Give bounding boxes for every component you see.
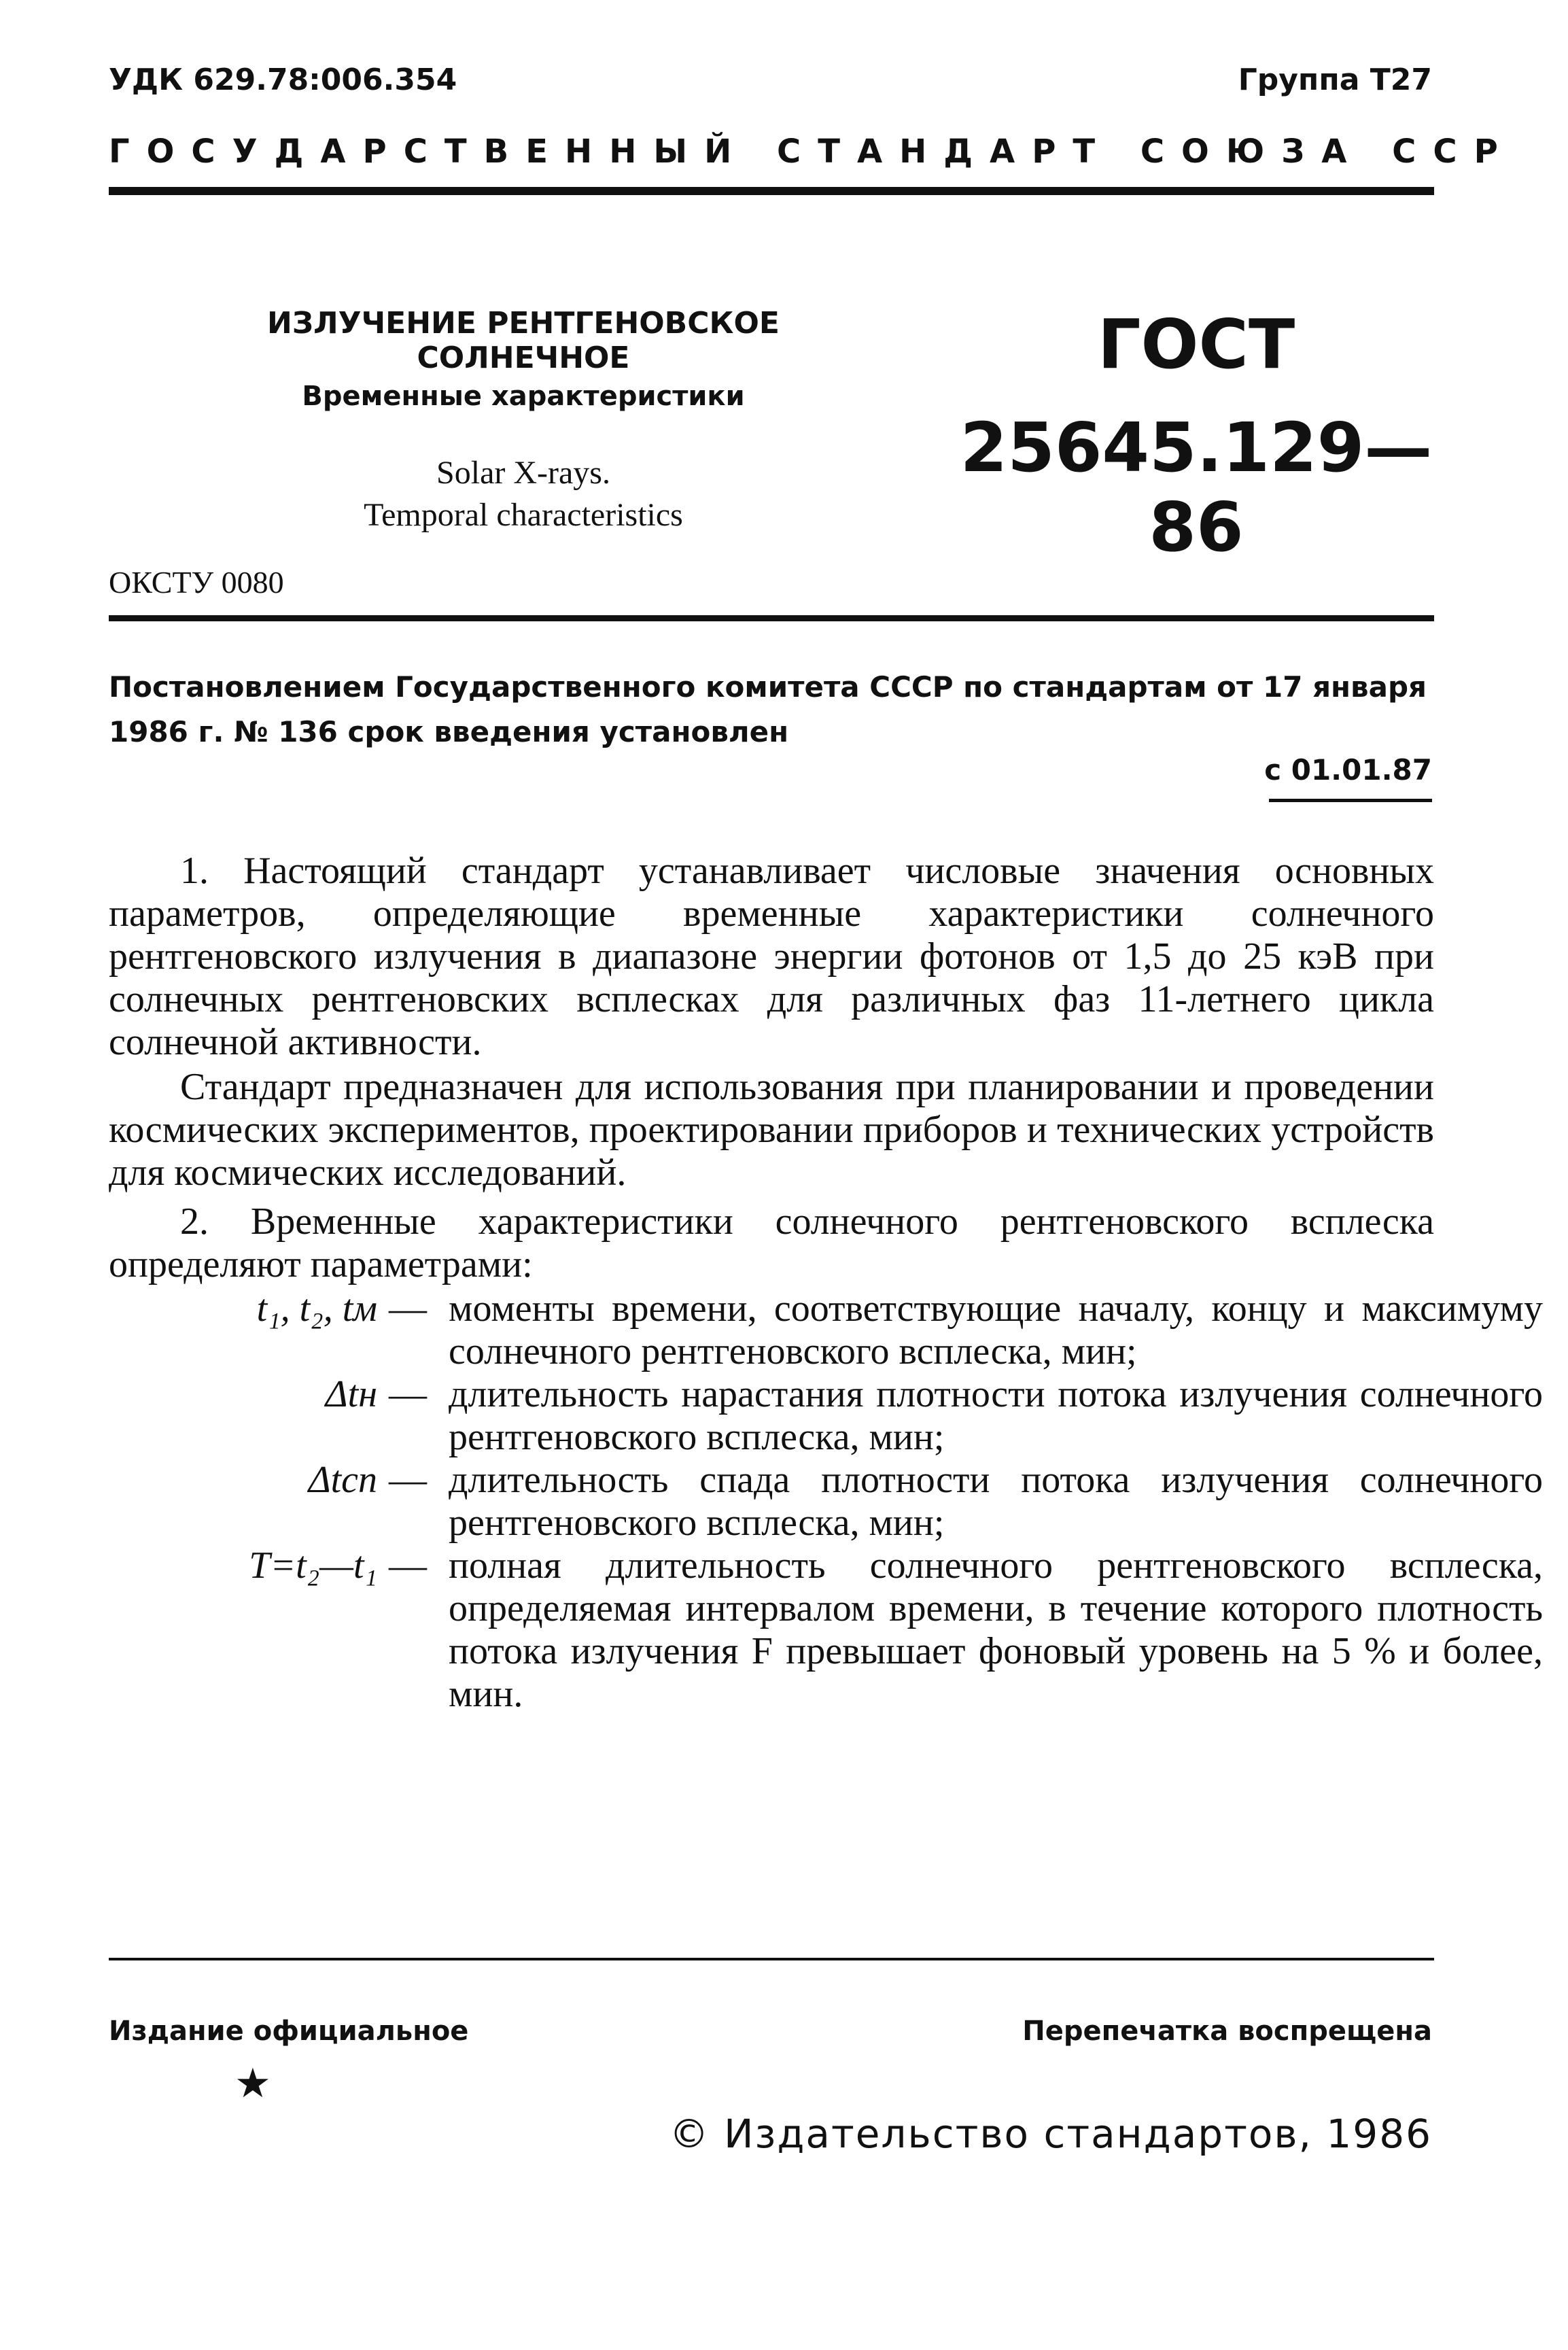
definition-dash: — <box>389 1373 427 1415</box>
reprint-prohibited-label: Перепечатка воспрещена <box>1022 2016 1432 2047</box>
effective-date: с 01.01.87 <box>1264 753 1432 787</box>
definition-symbol: Δtсп <box>308 1459 377 1501</box>
publisher-copyright: © Издательство стандартов, 1986 <box>669 2111 1432 2157</box>
star-icon: ★ <box>234 2060 271 2107</box>
effective-date-underline <box>1269 799 1432 802</box>
gost-number: 25645.129—86 <box>960 408 1433 567</box>
top-rule <box>109 187 1434 195</box>
udk-code: УДК 629.78:006.354 <box>109 63 457 97</box>
definition-symbol: Δtн <box>325 1373 377 1415</box>
paragraph-3: 2. Временные характеристики солнечного рентгеновского всплеска определяют параметрами: <box>109 1200 1434 1285</box>
definition-dash: — <box>389 1288 427 1330</box>
state-standard-heading: ГОСУДАРСТВЕННЫЙ СТАНДАРТ СОЮЗА ССР <box>109 133 1515 171</box>
effective-date-block <box>1264 753 1432 802</box>
gost-label: ГОСТ <box>1097 305 1295 384</box>
definition-dash: — <box>389 1544 427 1587</box>
definition-symbol: t₁, t₂, tм <box>256 1288 377 1330</box>
definition-text: длительность спада плотности потока излучения солнечного рентгеновского всплеска, мин; <box>449 1459 1543 1544</box>
definition-text: длительность нарастания плотности потока излучения солнечного рентгеновского всплеска, мин; <box>449 1373 1543 1458</box>
definition-text: моменты времени, соответствующие началу, концу и максимуму солнечного рентгеновского всплеска, мин; <box>449 1288 1543 1372</box>
group-code: Группа Т27 <box>1238 63 1432 97</box>
title-english-line2: Temporal characteristics <box>364 497 683 533</box>
definition-dash: — <box>389 1459 427 1501</box>
middle-rule <box>109 615 1434 621</box>
definition-symbol: T=t₂—t₁ <box>249 1544 377 1587</box>
paragraph-1: 1. Настоящий стандарт устанавливает числовые значения основных параметров, определяющие временные характеристики солнечного рентгеновского излучения в диапазоне энергии фотонов от 1,5 до 25 кэВ при солнечных рентгеновских всплесках для различных фаз 11-летнего цикла солнечной активности. <box>109 850 1434 1063</box>
decree-text: Постановлением Государственного комитета СССР по стандартам от 17 января 1986 г. № 136 срок введения установлен <box>109 670 1427 748</box>
bottom-rule <box>109 1958 1434 1960</box>
paragraph-2: Стандарт предназначен для использования при планировании и проведении космических экспериментов, проектировании приборов и технических устройств для космических исследований. <box>109 1066 1434 1194</box>
subtitle-russian: Временные характеристики <box>302 381 745 412</box>
title-russian: ИЗЛУЧЕНИЕ РЕНТГЕНОВСКОЕ СОЛНЕЧНОЕ <box>267 306 780 375</box>
definition-text: полная длительность солнечного рентгеновского всплеска, определяемая интервалом времени, в течение которого плотность потока излучения F превышает фоновый уровень на 5 % и более, мин. <box>449 1544 1543 1715</box>
title-english <box>163 452 884 536</box>
title-english-line1: Solar X-rays. <box>436 455 610 491</box>
official-edition-label: Издание официальное <box>109 2016 469 2047</box>
okstu-code: ОКСТУ 0080 <box>109 565 284 600</box>
